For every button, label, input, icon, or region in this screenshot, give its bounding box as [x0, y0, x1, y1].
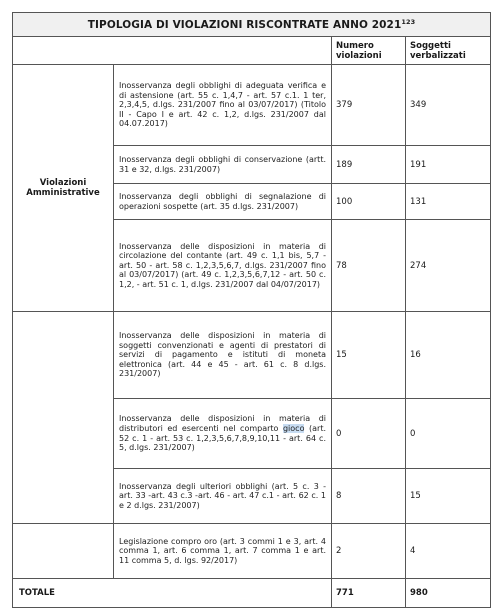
row-soggetti: 16: [406, 312, 491, 399]
row-violazioni: 100: [332, 184, 406, 220]
row-description: Inosservanza degli obblighi di adeguata verifica e di astensione (art. 55 c. 1,4,7 - art. 57 c.1. 1 ter, 2,3,4,5, d.lgs. 231/2007 fino al 03/07/2017) (Titolo II - Capo I e art. 42 c. 1,2, d.lgs. 231/2007 dal 04.07.2017): [114, 65, 332, 146]
row-violazioni: 8: [332, 469, 406, 524]
row-description-text: (art. 52 c. 1 - art. 53 c. 1,2,3,5,6,7,8,9,10,11 - art. 64 c. 5, d.lgs. 231/2007): [119, 423, 326, 453]
row-soggetti: 349: [406, 65, 491, 146]
row-violazioni: 379: [332, 65, 406, 146]
row-soggetti: 0: [406, 399, 491, 469]
row-description: Inosservanza delle disposizioni in materia di soggetti convenzionati e agenti di prestatori di servizi di pagamento e istituti di moneta elettronica (art. 44 e 45 - art. 61 c. 8 d.lgs. 231/2007): [114, 312, 332, 399]
header-soggetti: Soggetti verbalizzati: [406, 37, 491, 65]
total-violazioni: 771: [332, 579, 406, 608]
table-row: [13, 65, 491, 146]
row-soggetti: 131: [406, 184, 491, 220]
violations-table: [12, 12, 491, 608]
row-description: Inosservanza degli obblighi di segnalazione di operazioni sospette (art. 35 d.lgs. 231/2007): [114, 184, 332, 220]
category-empty-cell: [13, 312, 114, 524]
row-violazioni: 189: [332, 146, 406, 184]
row-description: Inosservanza delle disposizioni in materia di circolazione del contante (art. 49 c. 1,1 bis, 5,7 - art. 50 - art. 58 c. 1,2,3,5,6,7, d.lgs. 231/2007 fino al 03/07/2017) (art. 49 c. 1,2,3,5,6,7,12 - art. 50 c. 1,2, - art. 51 c. 1, d.lgs. 231/2007 dal 04/07/2017): [114, 220, 332, 312]
row-soggetti: 15: [406, 469, 491, 524]
table-row: [13, 312, 491, 399]
row-violazioni: 78: [332, 220, 406, 312]
total-soggetti: 980: [406, 579, 491, 608]
table-title-text: TIPOLOGIA DI VIOLAZIONI RISCONTRATE ANNO 2021: [87, 19, 402, 31]
header-row: [13, 37, 491, 65]
row-description: Inosservanza degli ulteriori obblighi (art. 5 c. 3 - art. 33 -art. 43 c.3 -art. 46 - art. 47 c.1 - art. 62 c. 1 e 2 d.lgs. 231/2007): [114, 469, 332, 524]
row-description: Inosservanza degli obblighi di conservazione (artt. 31 e 32, d.lgs. 231/2007): [114, 146, 332, 184]
row-soggetti: 274: [406, 220, 491, 312]
total-label: TOTALE: [13, 579, 332, 608]
row-description: Legislazione compro oro (art. 3 commi 1 e 3, art. 4 comma 1, art. 6 comma 1, art. 7 comma 1 e art. 11 comma 5, d. lgs. 92/2017): [114, 524, 332, 579]
row-soggetti: 4: [406, 524, 491, 579]
row-description-text: Inosservanza delle disposizioni in materia di distributori ed esercenti nel comparto: [119, 414, 326, 433]
row-violazioni: 15: [332, 312, 406, 399]
title-footnote: 123: [401, 18, 416, 26]
header-empty-cell: [13, 37, 332, 65]
row-violazioni: 2: [332, 524, 406, 579]
category-empty-cell: [13, 524, 114, 579]
row-soggetti: 191: [406, 146, 491, 184]
table-title: [13, 13, 491, 37]
table-row: [13, 524, 491, 579]
row-violazioni: 0: [332, 399, 406, 469]
highlighted-word: gioco: [282, 423, 305, 433]
total-row: [13, 579, 491, 608]
title-row: [13, 13, 491, 37]
category-cell: Violazioni Amministrative: [13, 65, 114, 312]
row-description: [114, 399, 332, 469]
header-violazioni: Numero violazioni: [332, 37, 406, 65]
